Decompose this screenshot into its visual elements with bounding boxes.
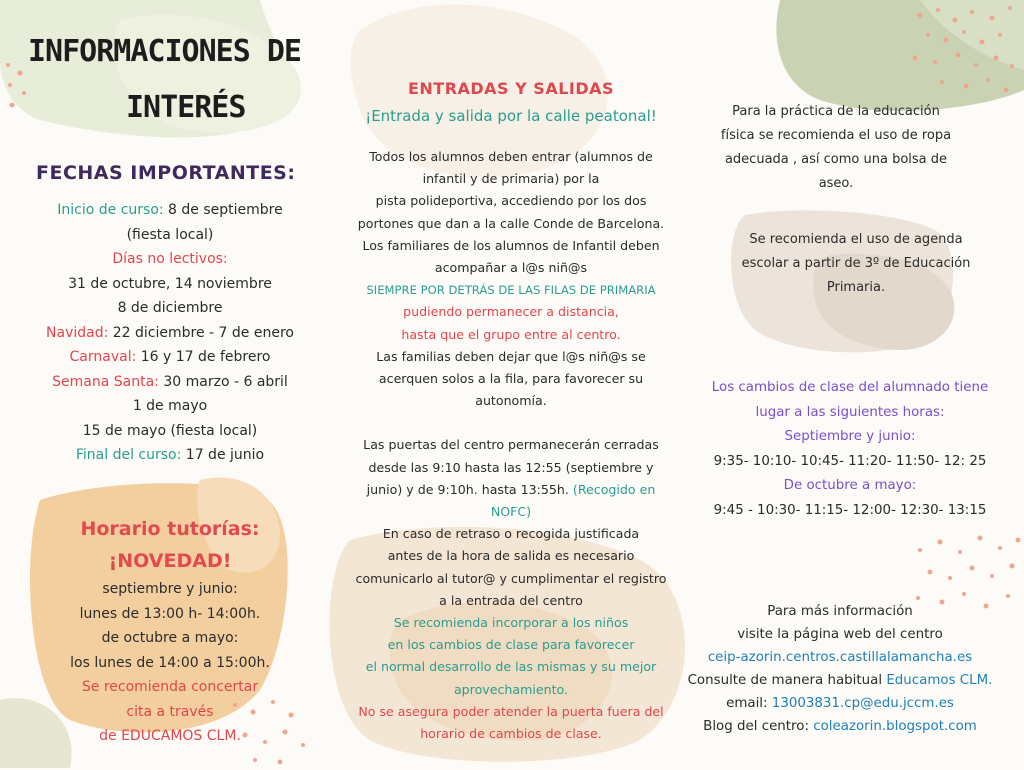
cambios-intro: lugar a las siguientes horas: <box>755 404 945 420</box>
entradas-p4-line: a la entrada del centro <box>439 592 583 608</box>
entradas-p3-line-3a: junio) y de 9:10h. hasta 13:55h. <box>366 481 569 497</box>
blog-link[interactable]: coleazorin.blogspot.com <box>813 719 977 734</box>
email-label: email: <box>726 696 772 711</box>
entradas-p1-red: hasta que el grupo entre al centro. <box>401 326 621 342</box>
tutorias-recommend-2: cita a través <box>126 703 214 720</box>
entradas-p1-line: acompañar a l@s niñ@s <box>434 260 588 276</box>
entradas-p3-line-3b: (Recogido en <box>568 481 656 497</box>
blog-label: Blog del centro: <box>703 719 814 734</box>
entradas-p4-red: No se asegura poder atender la puerta fuera del <box>358 703 664 719</box>
semana-santa-value: 30 marzo - 6 abril <box>158 373 288 390</box>
entradas-p1-line: Todos los alumnos deben entrar (alumnos de <box>369 149 653 164</box>
educacion-fisica-section <box>700 100 972 196</box>
cambios-oct-label: De octubre a mayo: <box>783 478 917 493</box>
info-section <box>672 600 1008 738</box>
tutorias-recommend-1: Se recomienda concertar <box>81 679 259 695</box>
fechas-heading: FECHAS IMPORTANTES: <box>36 162 296 184</box>
entradas-p4-teal: Se recomienda incorporar a los niños <box>393 615 629 631</box>
website-link[interactable]: ceip-azorin.centros.castillalamancha.es <box>707 650 973 665</box>
semana-santa-label: Semana Santa: <box>52 373 159 390</box>
tutorias-line-2: lunes de 13:00 h- 14:00h. <box>79 605 261 622</box>
final-curso-line <box>20 443 320 468</box>
agenda-line: escolar a partir de 3º de Educación <box>741 256 971 271</box>
email-link[interactable]: 13003831.cp@edu.jccm.es <box>771 696 954 711</box>
cambios-oct-hours: 9:45 - 10:30- 11:15- 12:00- 12:30- 13:15 <box>713 502 987 518</box>
page-title-line-2: INTERÉS <box>126 90 246 125</box>
agenda-line: Primaria. <box>826 280 886 295</box>
carnaval-line <box>20 345 320 370</box>
ef-line: física se recomienda el uso de ropa <box>720 128 952 143</box>
entradas-p4-teal: en los cambios de clase para favorecer <box>387 637 635 653</box>
tutorias-line-4: los lunes de 14:00 a 15:00h. <box>70 654 270 671</box>
educamos-link[interactable]: Educamos CLM. <box>886 673 993 688</box>
entradas-p4-teal: aprovechamiento. <box>453 681 569 697</box>
final-label: Final del curso: <box>75 447 182 463</box>
entradas-p1-line: portones que dan a la calle Conde de Barcelona. <box>357 215 665 231</box>
entradas-p1-line: pista polideportiva, accediendo por los dos <box>375 193 647 209</box>
entradas-section <box>342 76 680 745</box>
entradas-p4-line: comunicarlo al tutor@ y cumplimentar el registro <box>355 570 667 586</box>
info-email-line <box>672 692 1008 715</box>
entradas-p2-line: Las familias deben dejar que l@s niñ@s se <box>376 348 646 364</box>
page-title <box>28 32 358 128</box>
ef-line: Para la práctica de la educación <box>732 104 940 119</box>
semana-santa-line <box>20 370 320 395</box>
entradas-p1-line: Los familiares de los alumnos de Infantil deben <box>362 237 660 253</box>
no-lectivos-line-1: 31 de octubre, 14 noviembre <box>68 275 272 292</box>
no-lectivos-label: Días no lectivos: <box>112 251 228 267</box>
mayo-15-line: 15 de mayo (fiesta local) <box>82 422 258 439</box>
entradas-p1-red: pudiendo permanecer a distancia, <box>403 304 619 320</box>
info-line-1: Para más información <box>767 604 913 619</box>
entradas-p3-line: Las puertas del centro permanecerán cerradas <box>363 437 659 453</box>
entradas-heading: ENTRADAS Y SALIDAS <box>407 79 615 98</box>
navidad-value: 22 diciembre - 7 de enero <box>108 324 294 341</box>
entradas-p4-red: horario de cambios de clase. <box>420 726 602 742</box>
tutorias-heading: Horario tutorías: <box>80 518 260 540</box>
entradas-p2-line: acerquen solos a la fila, para favorecer su <box>378 371 644 387</box>
info-educamos-line <box>672 669 1008 692</box>
cambios-clase-section <box>698 376 1002 523</box>
entradas-p4-teal: el normal desarrollo de las mismas y su mejor <box>365 659 657 675</box>
entradas-subheading: ¡Entrada y salida por la calle peatonal! <box>365 107 657 125</box>
info-blog-line <box>672 715 1008 738</box>
cambios-intro: Los cambios de clase del alumnado tiene <box>711 380 989 395</box>
tutorias-section <box>20 513 320 749</box>
carnaval-value: 16 y 17 de febrero <box>136 349 271 365</box>
inicio-curso-line <box>20 198 320 223</box>
tutorias-line-3: de octubre a mayo: <box>101 630 239 646</box>
entradas-p2-line: autonomía. <box>475 393 547 409</box>
navidad-label: Navidad: <box>46 324 109 341</box>
info-line-2: visite la página web del centro <box>737 627 943 642</box>
inicio-note: (fiesta local) <box>126 226 214 243</box>
tutorias-line-1: septiembre y junio: <box>102 581 238 597</box>
entradas-p3-line: desde las 9:10 hasta las 12:55 (septiembre y <box>368 459 654 475</box>
cambios-sep-label: Septiembre y junio: <box>784 429 916 444</box>
cambios-sep-hours: 9:35- 10:10- 10:45- 11:20- 11:50- 12: 25 <box>713 453 987 469</box>
entradas-p1-line: infantil y de primaria) por la <box>422 171 600 187</box>
inicio-value: 8 de septiembre <box>163 202 283 218</box>
decorative-dots-top-right <box>900 0 1020 110</box>
tutorias-novedad: ¡NOVEDAD! <box>108 550 232 572</box>
carnaval-label: Carnaval: <box>69 349 137 365</box>
page-title-line-1: INFORMACIONES DE <box>28 34 301 69</box>
tutorias-recommend-3: de EDUCAMOS CLM. <box>99 728 241 744</box>
info-educamos-prefix: Consulte de manera habitual <box>687 673 887 688</box>
navidad-line <box>20 321 320 346</box>
ef-line: aseo. <box>818 176 854 191</box>
entradas-p1-teal: SIEMPRE POR DETRÁS DE LAS FILAS DE PRIMARIA <box>366 283 656 298</box>
entradas-p4-line: antes de la hora de salida es necesario <box>387 548 635 564</box>
entradas-p3-line-4: NOFC) <box>490 504 532 520</box>
fechas-section <box>20 198 320 468</box>
final-value: 17 de junio <box>181 447 265 463</box>
no-lectivos-line-2: 8 de diciembre <box>117 300 223 316</box>
agenda-line: Se recomienda el uso de agenda <box>749 232 963 247</box>
mayo-1-line: 1 de mayo <box>132 398 208 414</box>
agenda-section <box>720 228 992 300</box>
entradas-p4-line: En caso de retraso o recogida justificada <box>382 526 640 542</box>
ef-line: adecuada , así como una bolsa de <box>724 152 948 167</box>
entradas-p3-line-3 <box>342 479 680 501</box>
inicio-label: Inicio de curso: <box>57 202 164 218</box>
